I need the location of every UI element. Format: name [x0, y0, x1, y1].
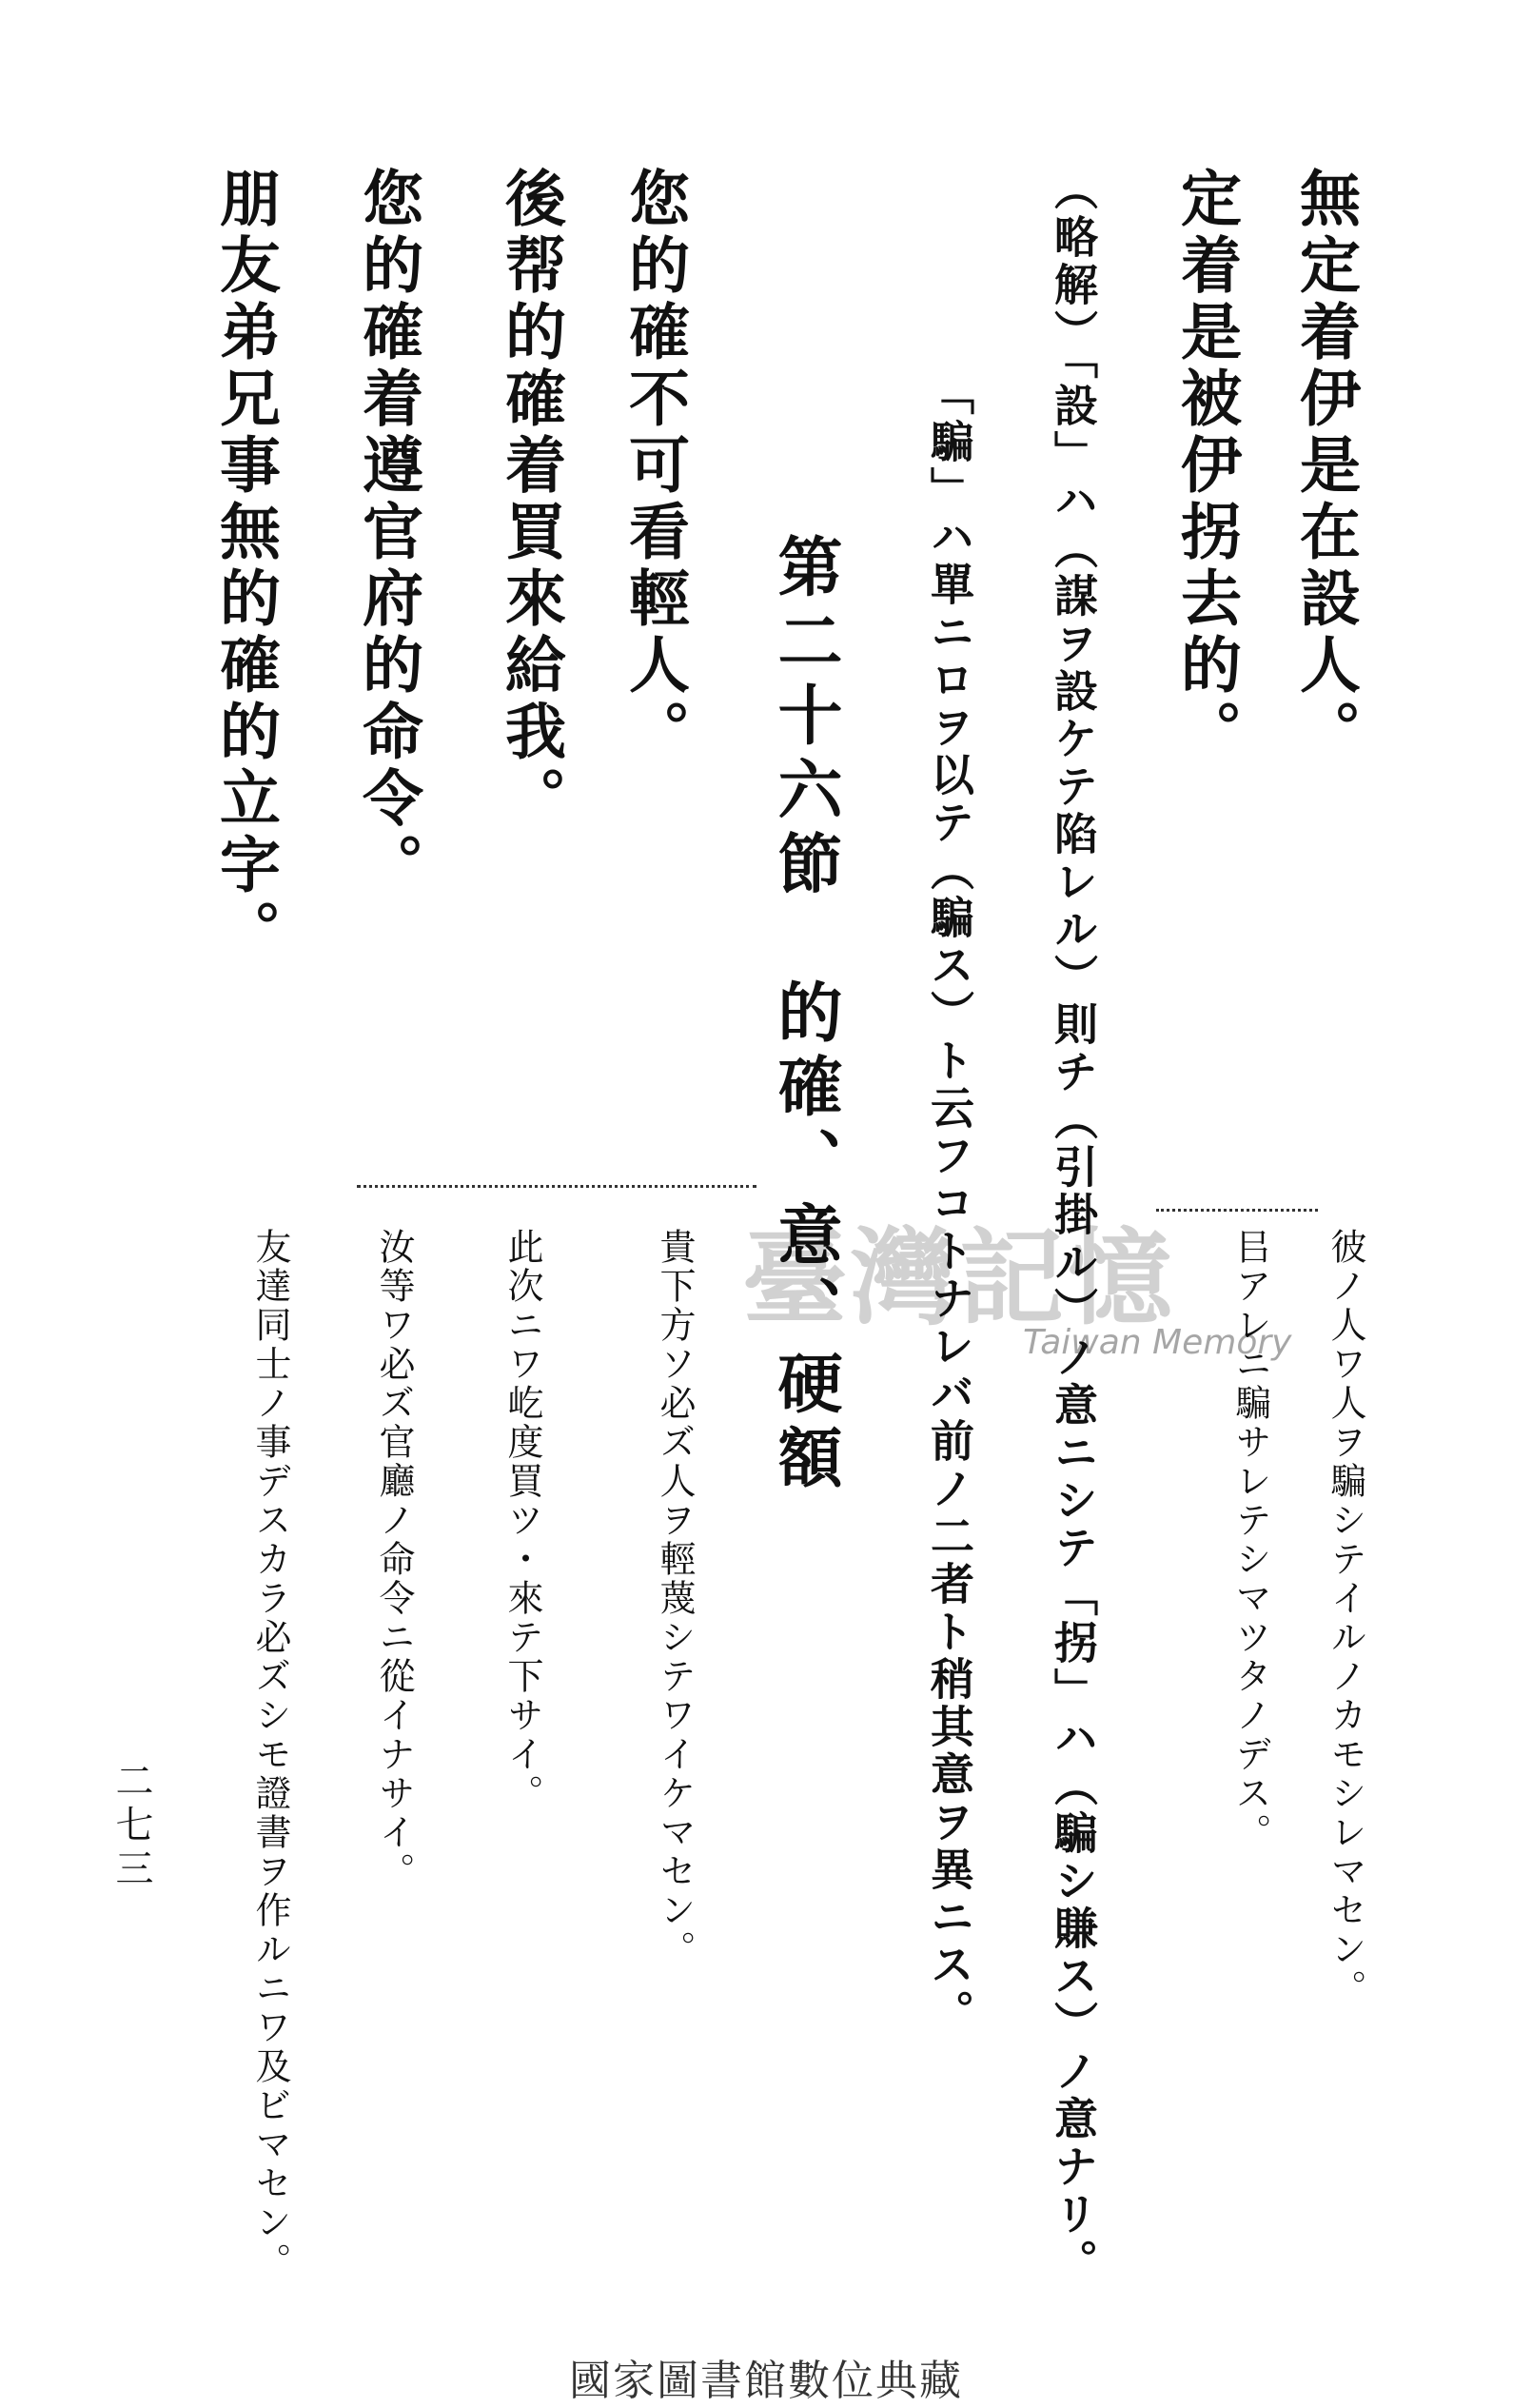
translation-5: 汝等ワ必ズ官廳ノ命令ニ從イナサイ。 [373, 1228, 415, 1891]
page-number: 二七三 [109, 1761, 153, 1892]
translation-6: 友達同士ノ事デスカラ必ズシモ證書ヲ作ルニワ及ビマセン。 [249, 1228, 291, 2281]
sentence-2: 定着是被伊拐去的。 [1170, 167, 1242, 766]
sentence-5: 您的確着遵官府的命令。 [352, 167, 423, 899]
annotation-note-1: （略解）「設」ハ（謀ヲ設ケテ陷レル）則チ（引掛ル）ノ意ニシテ「拐」ハ（騙シ賺ス）ノ意ナリ。 [1048, 167, 1099, 2286]
sentence-3: 您的確不可看輕人。 [619, 167, 690, 766]
translation-2: 㠯アレニ騙サレテシマツタノデス。 [1229, 1228, 1271, 1852]
footer-credit: 國家圖書館數位典藏 [569, 2357, 963, 2405]
translation-3: 貴下方ソ必ズ人ヲ輕蔑シテワイケマセン。 [654, 1228, 696, 1969]
sentence-1: 無定着伊是在設人。 [1289, 167, 1361, 766]
translation-1: 彼ノ人ワ人ヲ騙シテイルノカモシレマセン。 [1325, 1228, 1366, 2008]
sentence-4: 後帮的確着買來給我。 [495, 167, 566, 833]
section-heading: 第二十六節 的確、意、硬額 [767, 533, 843, 1498]
watermark-logo: 臺灣記憶 [742, 1216, 1176, 1339]
divider-rule [1156, 1209, 1318, 1219]
sentence-6: 朋友弟兄事無的確的立字。 [209, 167, 281, 966]
watermark-subtitle: Taiwan Memory [1023, 1323, 1292, 1362]
annotation-note-2: 「騙」ハ單ニロヲ以テ（騙ス）ト云フコトナレバ前ノ二者ト稍其意ヲ異ニス。 [924, 371, 975, 2037]
translation-4: 此次ニワ屹度買ツ・來テ下サイ。 [501, 1228, 543, 1813]
divider-rule [357, 1185, 756, 1195]
